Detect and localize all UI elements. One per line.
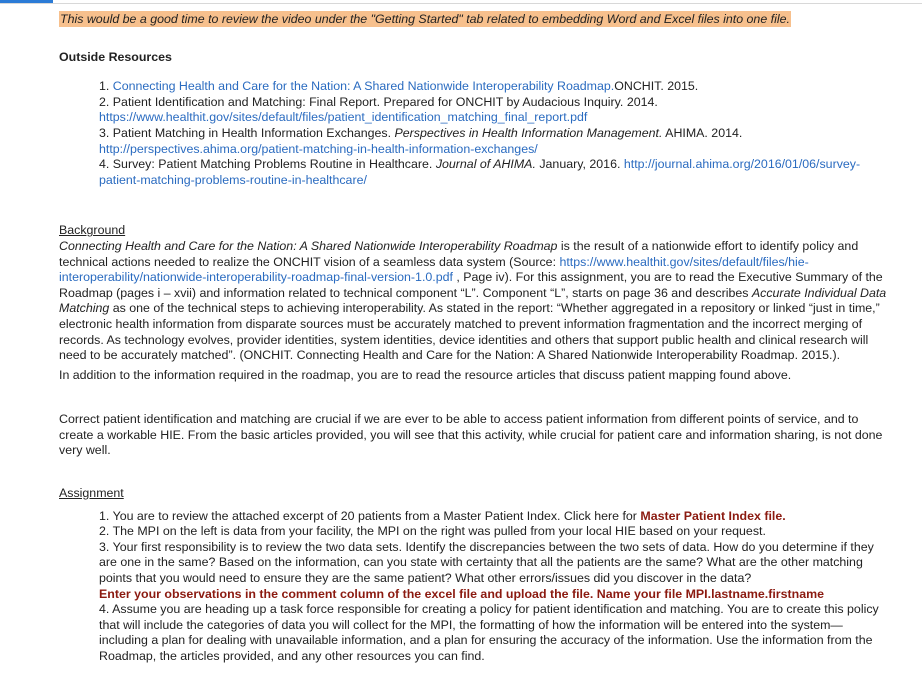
journal-ahima-link[interactable]: http://journal.ahima.org/2016/01/06/survey-patient-matching-problems-routine-in-healthcare/ [99, 157, 861, 187]
highlighted-note: This would be a good time to review the video under the "Getting Started" tab related to embedding Word and Excel files into one file. [60, 12, 790, 26]
background-paragraph-3: Correct patient identification and matching are crucial if we are ever to be able to access patient information from different points of service, and to create a workable HIE. From the basic articles provided, you will see that this activity, while crucial for patient care and information sharing, is not done very well. [59, 412, 883, 458]
list-item: 1. You are to review the attached excerpt of 20 patients from a Master Patient Index. Click here for Master Patient Index file. [99, 508, 786, 523]
assignment-heading: Assignment [59, 486, 124, 501]
background-heading: Background [59, 223, 126, 238]
roadmap-pdf-link[interactable]: https://www.healthit.gov/sites/default/files/hie-interoperability/nationwide-interoperability-roadmap-final-version-1.0.pdf [59, 254, 809, 285]
document-body [59, 11, 889, 665]
list-item: 4. Survey: Patient Matching Problems Routine in Healthcare. Journal of AHIMA. January, 2016. http://journal.ahima.org/2016/01/06/survey-patient-matching-problems-routine-in-healthcare/ [99, 157, 861, 187]
list-item: 1. Connecting Health and Care for the Nation: A Shared Nationwide Interoperability Roadmap.ONCHIT. 2015. [99, 79, 699, 94]
perspectives-link[interactable]: http://perspectives.ahima.org/patient-matching-in-health-information-exchanges/ [99, 141, 538, 156]
assignment-list [59, 509, 889, 665]
list-item: 3. Your first responsibility is to review the two data sets. Identify the discrepancies between the two sets of data. How do you determine if they are one in the same? Based on the information, can you state with certainty that all the patients are the same? What are the other matching points that you would need to ensure they are the same patient? What other errors/issues did you discover in the data? Enter your observations in the comment column of the excel file and upload the file. Name your file MPI.lastname.firstname [99, 539, 874, 601]
roadmap-link[interactable]: Connecting Health and Care for the Nation: A Shared Nationwide Interoperability Roadmap. [112, 79, 615, 94]
list-item: 2. The MPI on the left is data from your facility, the MPI on the right was pulled from your local HIE based on your request. [99, 524, 766, 539]
background-paragraph-2: In addition to the information required in the roadmap, you are to read the resource articles that discuss patient mapping found above. [59, 367, 792, 382]
list-item: 2. Patient Identification and Matching: Final Report. Prepared for ONCHIT by Audacious Inquiry. 2014. https://www.healthit.gov/sites/default/files/patient_identification_matching_final_report.pdf [99, 94, 658, 125]
outside-resources-heading: Outside Resources [59, 49, 172, 64]
upload-instructions: Enter your observations in the comment column of the excel file and upload the file. Name your file MPI.lastname.firstname [99, 586, 825, 601]
resource-list [59, 79, 889, 188]
master-patient-index-link[interactable]: Master Patient Index file. [640, 508, 786, 523]
background-paragraph: Connecting Health and Care for the Nation: A Shared Nationwide Interoperability Roadmap is the result of a nationwide effort to identify policy and technical actions needed to realize the ONCHIT vision of a seamless data system (Source: https://www.healthit.gov/sites/default/files/hie-interoperability/nationwide-interoperability-roadmap-final-version-1.0.pdf , Page iv). For this assignment, you are to read the Executive Summary of the Roadmap (pages i – xvii) and information related to technical component “L”. Component “L”, starts on page 36 and describes Accurate Individual Data Matching as one of the technical steps to achieving interoperability. As stated in the report: “Whether aggregated in a repository or linked “just in time,” electronic health information from disparate sources must be accurately matched to prevent information fragmentation and the incorrect merging of records. As technology evolves, provider identities, system identities, device identities and others that support public health and clinical research will need to be accurately matched”. (ONCHIT. Connecting Health and Care for the Nation: A Shared Nationwide Interoperability Roadmap. 2015.). [59, 238, 887, 363]
final-report-link[interactable]: https://www.healthit.gov/sites/default/files/patient_identification_matching_final_report.pdf [99, 110, 588, 125]
list-item: 3. Patient Matching in Health Information Exchanges. Perspectives in Health Information Management. AHIMA. 2014. http://perspectives.ahima.org/patient-matching-in-health-information-exchanges/ [99, 125, 743, 156]
top-divider [0, 3, 922, 4]
list-item: 4. Assume you are heading up a task force responsible for creating a policy for patient identification and matching. You are to create this policy that will include the categories of data you will collect for the MPI, the formatting of how the information will be entered into the system—including a plan for dealing with unavailable information, and a plan for ensuring the accuracy of the information. Use the information from the Roadmap, the articles provided, and any other resources you can find. [99, 602, 879, 663]
note-line [59, 11, 889, 28]
